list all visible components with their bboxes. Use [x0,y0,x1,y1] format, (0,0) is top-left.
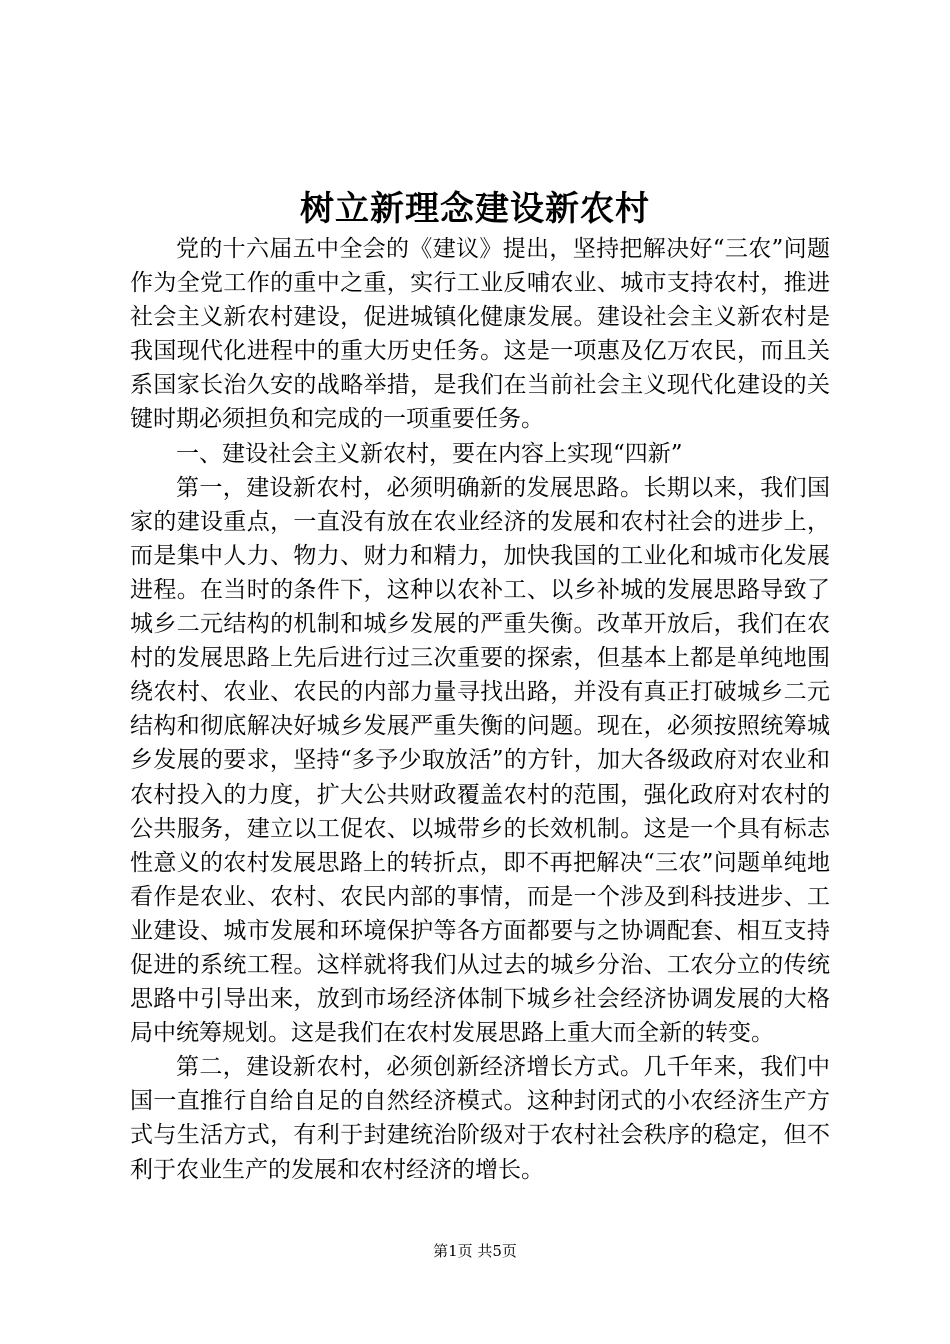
document-body [130,232,830,1187]
paragraph-second: 第二，建设新农村，必须创新经济增长方式。几千年来，我们中国一直推行自给自足的自然经济模式。这种封闭式的小农经济生产方式与生活方式，有利于封建统治阶级对于农村社会秩序的稳定，但不利于农业生产的发展和农村经济的增长。 [130,1054,830,1183]
paragraph-first: 第一，建设新农村，必须明确新的发展思路。长期以来，我们国家的建设重点，一直没有放在农业经济的发展和农村社会的进步上，而是集中人力、物力、财力和精力，加快我国的工业化和城市化发展进程。在当时的条件下，这种以农补工、以乡补城的发展思路导致了城乡二元结构的机制和城乡发展的严重失衡。改革开放后，我们在农村的发展思路上先后进行过三次重要的探索，但基本上都是单纯地围绕农村、农业、农民的内部力量寻找出路，并没有真正打破城乡二元结构和彻底解决好城乡发展严重失衡的问题。现在，必须按照统筹城乡发展的要求，坚持“多予少取放活”的方针，加大各级政府对农业和农村投入的力度，扩大公共财政覆盖农村的范围，强化政府对农村的公共服务，建立以工促农、以城带乡的长效机制。这是一个具有标志性意义的农村发展思路上的转折点，即不再把解决“三农”问题单纯地看作是农业、农村、农民内部的事情，而是一个涉及到科技进步、工业建设、城市发展和环境保护等各方面都要与之协调配套、相互支持促进的系统工程。这样就将我们从过去的城乡分治、工农分立的传统思路中引导出来，放到市场经济体制下城乡社会经济协调发展的大格局中统筹规划。这是我们在农村发展思路上重大而全新的转变。 [130,474,830,1047]
section-heading: 一、建设社会主义新农村，要在内容上实现“四新” [176,440,683,467]
page-footer: 第1页 共5页 [433,1242,517,1260]
document-title: 树立新理念建设新农村 [300,189,650,229]
paragraph-intro: 党的十六届五中全会的《建议》提出，坚持把解决好“三农”问题作为全党工作的重中之重，实行工业反哺农业、城市支持农村，推进社会主义新农村建设，促进城镇化健康发展。建设社会主义新农村是我国现代化进程中的重大历史任务。这是一项惠及亿万农民，而且关系国家长治久安的战略举措，是我们在当前社会主义现代化建设的关键时期必须担负和完成的一项重要任务。 [130,236,830,433]
